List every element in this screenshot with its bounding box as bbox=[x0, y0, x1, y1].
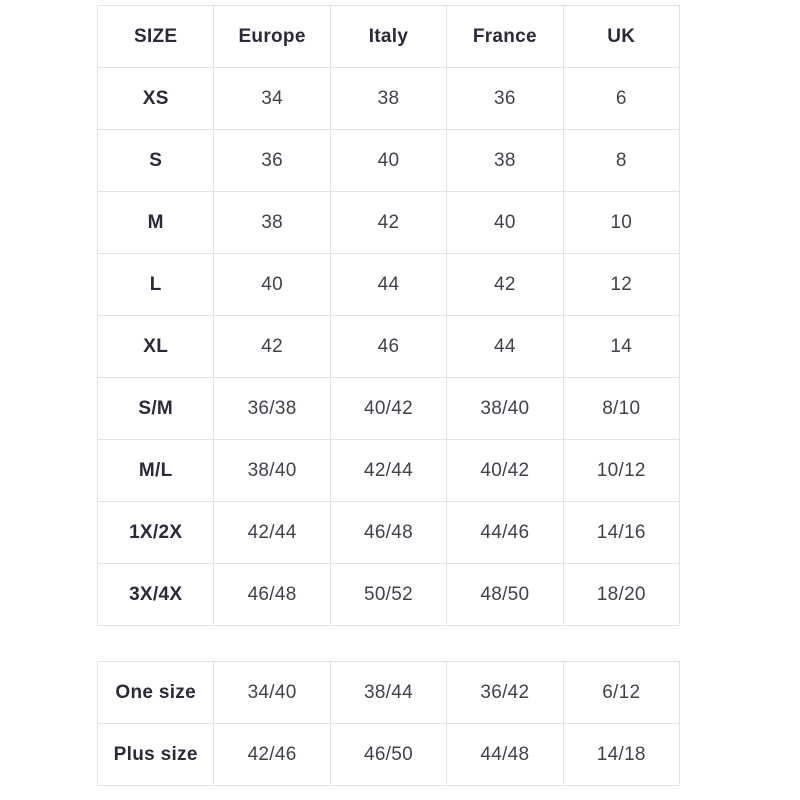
table-row bbox=[98, 378, 680, 440]
value-cell: 40 bbox=[447, 192, 563, 254]
table-row bbox=[98, 662, 680, 724]
size-label-cell: 1X/2X bbox=[98, 502, 214, 564]
value-cell: 48/50 bbox=[447, 564, 563, 626]
size-label-cell: One size bbox=[98, 662, 214, 724]
value-cell: 8 bbox=[563, 130, 679, 192]
value-cell: 44/46 bbox=[447, 502, 563, 564]
table-row bbox=[98, 130, 680, 192]
value-cell: 46/48 bbox=[214, 564, 330, 626]
table-row bbox=[98, 564, 680, 626]
value-cell: 40/42 bbox=[330, 378, 446, 440]
value-cell: 42/44 bbox=[330, 440, 446, 502]
size-label-cell: Plus size bbox=[98, 724, 214, 786]
value-cell: 46/50 bbox=[330, 724, 446, 786]
table-row bbox=[98, 254, 680, 316]
value-cell: 38 bbox=[447, 130, 563, 192]
size-label-cell: L bbox=[98, 254, 214, 316]
size-label-cell: M bbox=[98, 192, 214, 254]
table-header-row bbox=[98, 6, 680, 68]
value-cell: 46 bbox=[330, 316, 446, 378]
header-cell-size: SIZE bbox=[98, 6, 214, 68]
value-cell: 6/12 bbox=[563, 662, 679, 724]
value-cell: 14/18 bbox=[563, 724, 679, 786]
size-label-cell: XL bbox=[98, 316, 214, 378]
size-label-cell: M/L bbox=[98, 440, 214, 502]
value-cell: 42/46 bbox=[214, 724, 330, 786]
value-cell: 38/44 bbox=[330, 662, 446, 724]
value-cell: 38/40 bbox=[214, 440, 330, 502]
value-cell: 40/42 bbox=[447, 440, 563, 502]
header-cell-france: France bbox=[447, 6, 563, 68]
value-cell: 50/52 bbox=[330, 564, 446, 626]
value-cell: 14/16 bbox=[563, 502, 679, 564]
header-cell-italy: Italy bbox=[330, 6, 446, 68]
value-cell: 42 bbox=[214, 316, 330, 378]
table-row bbox=[98, 502, 680, 564]
value-cell: 38/40 bbox=[447, 378, 563, 440]
value-cell: 42 bbox=[330, 192, 446, 254]
value-cell: 10/12 bbox=[563, 440, 679, 502]
value-cell: 44/48 bbox=[447, 724, 563, 786]
value-cell: 34/40 bbox=[214, 662, 330, 724]
table-row bbox=[98, 192, 680, 254]
value-cell: 8/10 bbox=[563, 378, 679, 440]
value-cell: 36/38 bbox=[214, 378, 330, 440]
table-row bbox=[98, 724, 680, 786]
value-cell: 38 bbox=[330, 68, 446, 130]
header-cell-uk: UK bbox=[563, 6, 679, 68]
value-cell: 34 bbox=[214, 68, 330, 130]
size-label-cell: XS bbox=[98, 68, 214, 130]
size-label-cell: S bbox=[98, 130, 214, 192]
value-cell: 46/48 bbox=[330, 502, 446, 564]
table-row bbox=[98, 440, 680, 502]
value-cell: 18/20 bbox=[563, 564, 679, 626]
value-cell: 14 bbox=[563, 316, 679, 378]
value-cell: 38 bbox=[214, 192, 330, 254]
value-cell: 44 bbox=[330, 254, 446, 316]
value-cell: 44 bbox=[447, 316, 563, 378]
special-sizes-table bbox=[97, 661, 680, 786]
value-cell: 36 bbox=[214, 130, 330, 192]
size-conversion-table bbox=[97, 5, 680, 626]
value-cell: 36/42 bbox=[447, 662, 563, 724]
value-cell: 42/44 bbox=[214, 502, 330, 564]
value-cell: 40 bbox=[214, 254, 330, 316]
header-cell-europe: Europe bbox=[214, 6, 330, 68]
size-label-cell: 3X/4X bbox=[98, 564, 214, 626]
value-cell: 42 bbox=[447, 254, 563, 316]
value-cell: 36 bbox=[447, 68, 563, 130]
table-row bbox=[98, 316, 680, 378]
value-cell: 10 bbox=[563, 192, 679, 254]
table-row bbox=[98, 68, 680, 130]
value-cell: 6 bbox=[563, 68, 679, 130]
value-cell: 40 bbox=[330, 130, 446, 192]
value-cell: 12 bbox=[563, 254, 679, 316]
size-label-cell: S/M bbox=[98, 378, 214, 440]
